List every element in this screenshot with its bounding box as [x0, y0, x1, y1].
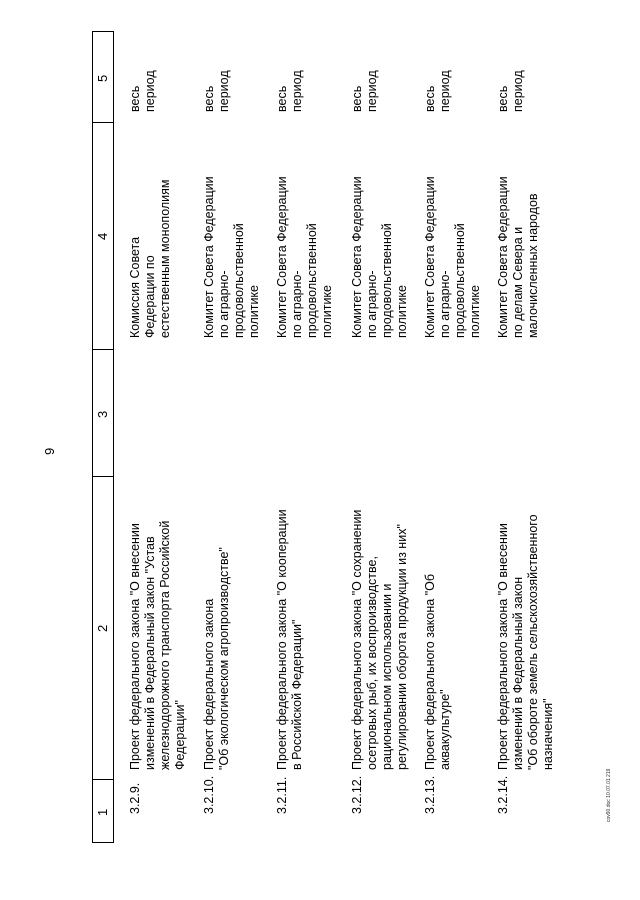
- item-number: 3.2.10.: [202, 775, 216, 814]
- column-header-4: 4: [95, 232, 110, 240]
- column-header-3: 3: [95, 410, 110, 418]
- footer-filename: cov90.doc 10.07.01 219: [606, 768, 612, 822]
- header-divider: [92, 31, 113, 32]
- column-header-2: 2: [95, 624, 110, 632]
- item-title: Проект федерального закона "О внесении изменений в Федеральный закон "Устав железнодорожного транспорта Российской Федерации": [128, 520, 187, 770]
- header-divider: [92, 349, 113, 350]
- item-title: Проект федерального закона "О сохранении осетровых рыб, их воспроизводстве, рациональном использовании и регулировании оборота продукции из них": [350, 509, 409, 770]
- header-divider: [92, 842, 113, 843]
- item-period: весь период: [202, 70, 231, 112]
- item-number: 3.2.9.: [128, 782, 142, 814]
- item-title: Проект федерального закона "Об аквакультуре": [423, 573, 452, 770]
- item-period: весь период: [128, 70, 157, 112]
- item-number: 3.2.14.: [496, 775, 510, 814]
- item-period: весь период: [423, 70, 452, 112]
- item-title: Проект федерального закона "О кооперации в Российской Федерации": [275, 509, 304, 770]
- column-header-1: 1: [95, 808, 110, 816]
- header-top-rule: [92, 31, 93, 843]
- item-number: 3.2.11.: [275, 776, 289, 814]
- item-responsible: Комитет Совета Федерации по делам Севера и малочисленных народов: [496, 176, 540, 338]
- item-responsible: Комиссия Совета Федерации по естественным монополиям: [128, 179, 172, 338]
- item-title: Проект федерального закона "О внесении изменений в Федеральный закон "Об обороте земель сельскохозяйственного назначения": [496, 514, 555, 770]
- item-period: весь период: [350, 70, 379, 112]
- item-responsible: Комитет Совета Федерации по аграрно- продовольственной политике: [350, 176, 409, 338]
- item-period: весь период: [275, 70, 304, 112]
- page-number: 9: [42, 447, 57, 455]
- item-responsible: Комитет Совета Федерации по аграрно- продовольственной политике: [275, 176, 334, 338]
- header-divider: [92, 122, 113, 123]
- item-period: весь период: [496, 70, 525, 112]
- item-title: Проект федерального закона "Об экологическом агропроизводстве": [202, 547, 231, 770]
- header-divider: [92, 779, 113, 780]
- item-responsible: Комитет Совета Федерации по аграрно- продовольственной политике: [202, 176, 261, 338]
- header-divider: [92, 476, 113, 477]
- item-responsible: Комитет Совета Федерации по аграрно- продовольственной политике: [423, 176, 482, 338]
- header-bottom-rule: [113, 31, 114, 843]
- item-number: 3.2.12.: [350, 775, 364, 814]
- column-header-5: 5: [95, 74, 110, 82]
- item-number: 3.2.13.: [423, 775, 437, 814]
